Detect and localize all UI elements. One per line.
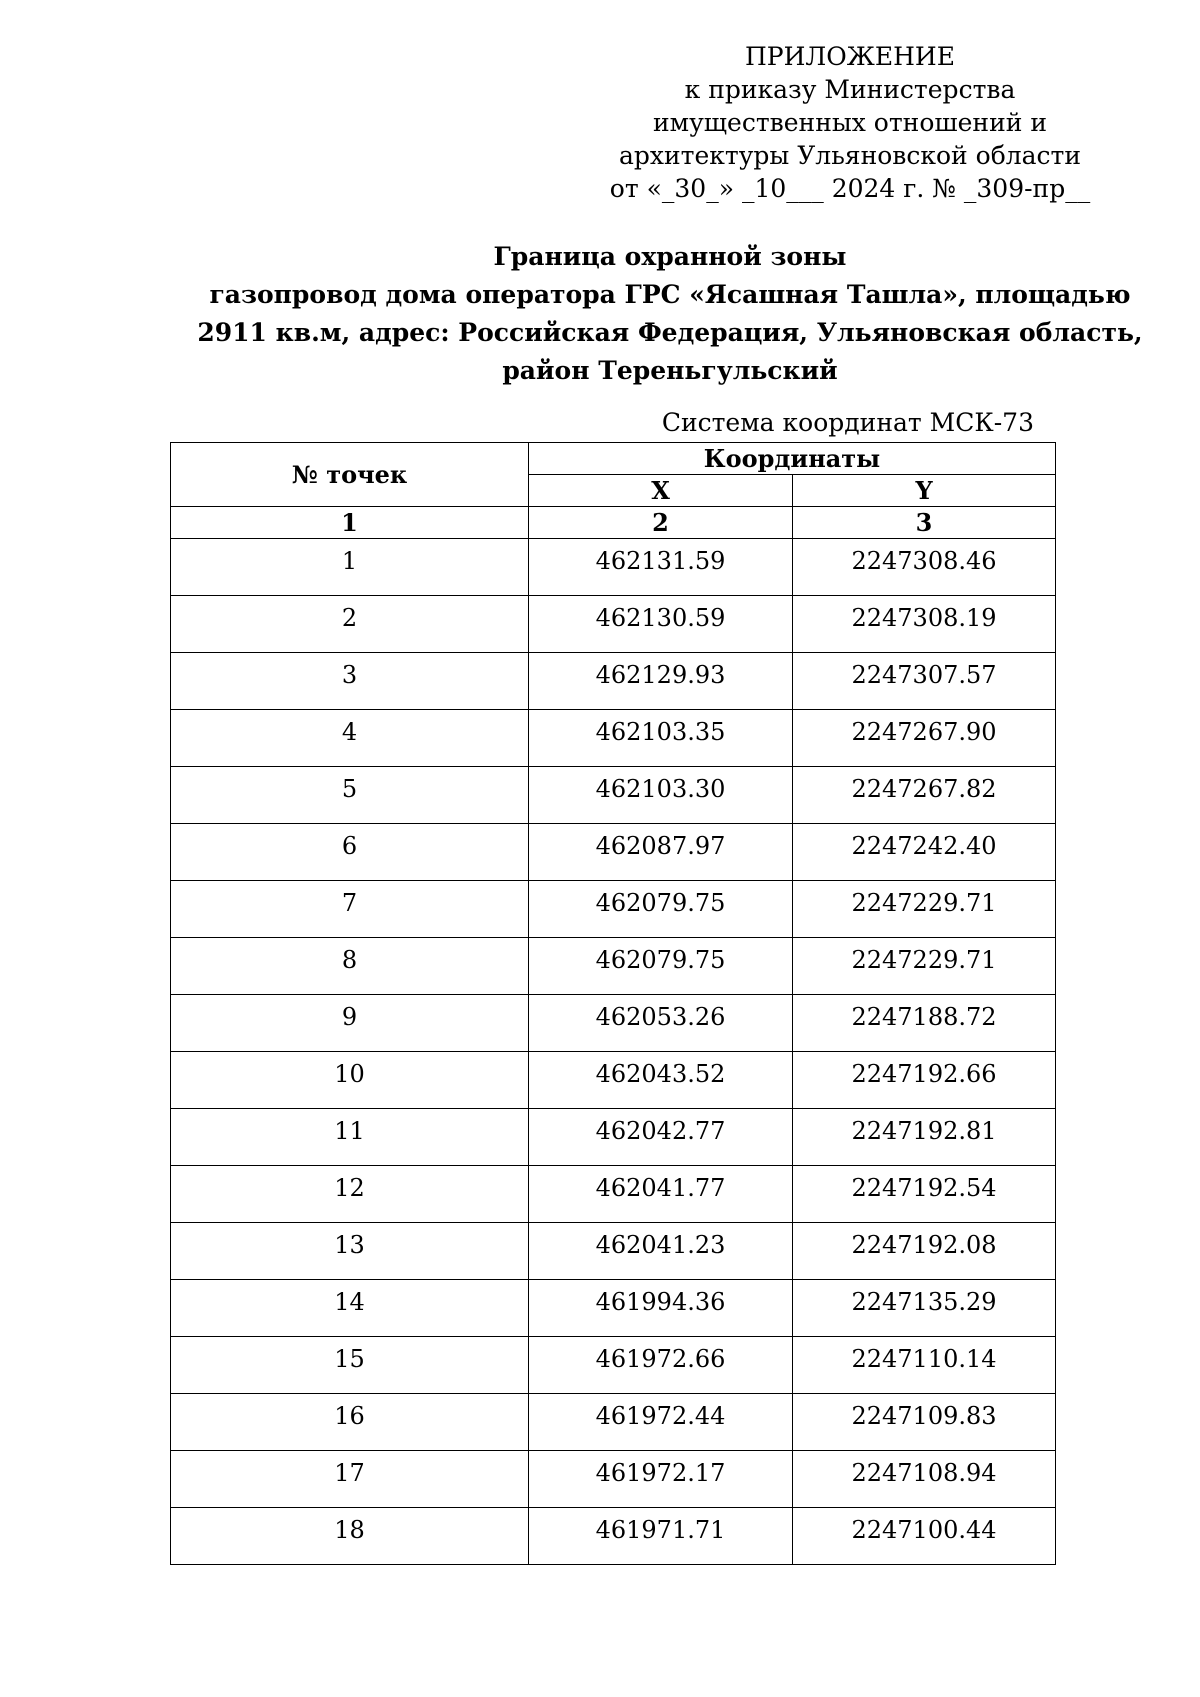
- title-line-3: 2911 кв.м, адрес: Российская Федерация, Ульяновская область,: [197, 318, 1143, 347]
- y-coordinate-cell: 2247192.54: [793, 1166, 1056, 1223]
- table-row: [171, 938, 1056, 995]
- column-number-3: 3: [793, 507, 1056, 539]
- x-coordinate-cell: 462079.75: [529, 881, 793, 938]
- table-row: [171, 995, 1056, 1052]
- x-coordinate-cell: 462043.52: [529, 1052, 793, 1109]
- y-coordinate-cell: 2247267.82: [793, 767, 1056, 824]
- y-coordinate-cell: 2247100.44: [793, 1508, 1056, 1565]
- point-number-cell: 10: [171, 1052, 529, 1109]
- header-points: № точек: [171, 443, 529, 507]
- document-title: [120, 238, 1200, 390]
- point-number-cell: 15: [171, 1337, 529, 1394]
- table-row: [171, 1109, 1056, 1166]
- table-row: [171, 710, 1056, 767]
- header-coordinates: Координаты: [529, 443, 1056, 475]
- y-coordinate-cell: 2247192.66: [793, 1052, 1056, 1109]
- y-coordinate-cell: 2247109.83: [793, 1394, 1056, 1451]
- x-coordinate-cell: 462103.30: [529, 767, 793, 824]
- title-line-1: Граница охранной зоны: [493, 242, 847, 271]
- table-row: [171, 1166, 1056, 1223]
- x-coordinate-cell: 461972.66: [529, 1337, 793, 1394]
- y-coordinate-cell: 2247192.08: [793, 1223, 1056, 1280]
- point-number-cell: 17: [171, 1451, 529, 1508]
- x-coordinate-cell: 461994.36: [529, 1280, 793, 1337]
- point-number-cell: 16: [171, 1394, 529, 1451]
- table-row: [171, 1451, 1056, 1508]
- point-number-cell: 2: [171, 596, 529, 653]
- y-coordinate-cell: 2247242.40: [793, 824, 1056, 881]
- appendix-region-line: архитектуры Ульяновской области: [618, 141, 1082, 170]
- x-coordinate-cell: 461971.71: [529, 1508, 793, 1565]
- point-number-cell: 14: [171, 1280, 529, 1337]
- appendix-date-number: от «_30_» _10___ 2024 г. № _309-пр__: [609, 174, 1091, 203]
- y-coordinate-cell: 2247192.81: [793, 1109, 1056, 1166]
- y-coordinate-cell: 2247188.72: [793, 995, 1056, 1052]
- title-line-2: газопровод дома оператора ГРС «Ясашная Ташла», площадью: [209, 280, 1131, 309]
- coordinate-system-label: Система координат МСК-73: [661, 408, 1034, 437]
- point-number-cell: 9: [171, 995, 529, 1052]
- header-y: Y: [793, 475, 1056, 507]
- point-number-cell: 1: [171, 539, 529, 596]
- table-row: [171, 1052, 1056, 1109]
- point-number-cell: 4: [171, 710, 529, 767]
- y-coordinate-cell: 2247108.94: [793, 1451, 1056, 1508]
- title-line-4: район Тереньгульский: [502, 356, 838, 385]
- column-number-2: 2: [529, 507, 793, 539]
- point-number-cell: 3: [171, 653, 529, 710]
- point-number-cell: 12: [171, 1166, 529, 1223]
- column-number-1: 1: [171, 507, 529, 539]
- table-row: [171, 1223, 1056, 1280]
- y-coordinate-cell: 2247135.29: [793, 1280, 1056, 1337]
- point-number-cell: 11: [171, 1109, 529, 1166]
- coordinates-table: [170, 442, 1056, 1565]
- x-coordinate-cell: 462129.93: [529, 653, 793, 710]
- x-coordinate-cell: 462087.97: [529, 824, 793, 881]
- point-number-cell: 18: [171, 1508, 529, 1565]
- y-coordinate-cell: 2247110.14: [793, 1337, 1056, 1394]
- table-row: [171, 767, 1056, 824]
- appendix-ministry-line: имущественных отношений и: [652, 108, 1048, 137]
- table-row: [171, 539, 1056, 596]
- table-row: [171, 653, 1056, 710]
- x-coordinate-cell: 462041.77: [529, 1166, 793, 1223]
- x-coordinate-cell: 462131.59: [529, 539, 793, 596]
- table-row: [171, 1508, 1056, 1565]
- y-coordinate-cell: 2247307.57: [793, 653, 1056, 710]
- table-row: [171, 596, 1056, 653]
- x-coordinate-cell: 461972.17: [529, 1451, 793, 1508]
- appendix-header: [580, 40, 1120, 205]
- x-coordinate-cell: 462042.77: [529, 1109, 793, 1166]
- table-row: [171, 1280, 1056, 1337]
- point-number-cell: 6: [171, 824, 529, 881]
- appendix-title: ПРИЛОЖЕНИЕ: [745, 42, 955, 71]
- x-coordinate-cell: 462053.26: [529, 995, 793, 1052]
- y-coordinate-cell: 2247308.19: [793, 596, 1056, 653]
- x-coordinate-cell: 462103.35: [529, 710, 793, 767]
- appendix-order-line: к приказу Министерства: [684, 75, 1016, 104]
- x-coordinate-cell: 462079.75: [529, 938, 793, 995]
- y-coordinate-cell: 2247229.71: [793, 881, 1056, 938]
- point-number-cell: 8: [171, 938, 529, 995]
- point-number-cell: 7: [171, 881, 529, 938]
- header-x: X: [529, 475, 793, 507]
- x-coordinate-cell: 462130.59: [529, 596, 793, 653]
- y-coordinate-cell: 2247229.71: [793, 938, 1056, 995]
- x-coordinate-cell: 462041.23: [529, 1223, 793, 1280]
- y-coordinate-cell: 2247308.46: [793, 539, 1056, 596]
- x-coordinate-cell: 461972.44: [529, 1394, 793, 1451]
- table-row: [171, 1394, 1056, 1451]
- table-row: [171, 881, 1056, 938]
- table-row: [171, 824, 1056, 881]
- table-row: [171, 1337, 1056, 1394]
- y-coordinate-cell: 2247267.90: [793, 710, 1056, 767]
- point-number-cell: 13: [171, 1223, 529, 1280]
- point-number-cell: 5: [171, 767, 529, 824]
